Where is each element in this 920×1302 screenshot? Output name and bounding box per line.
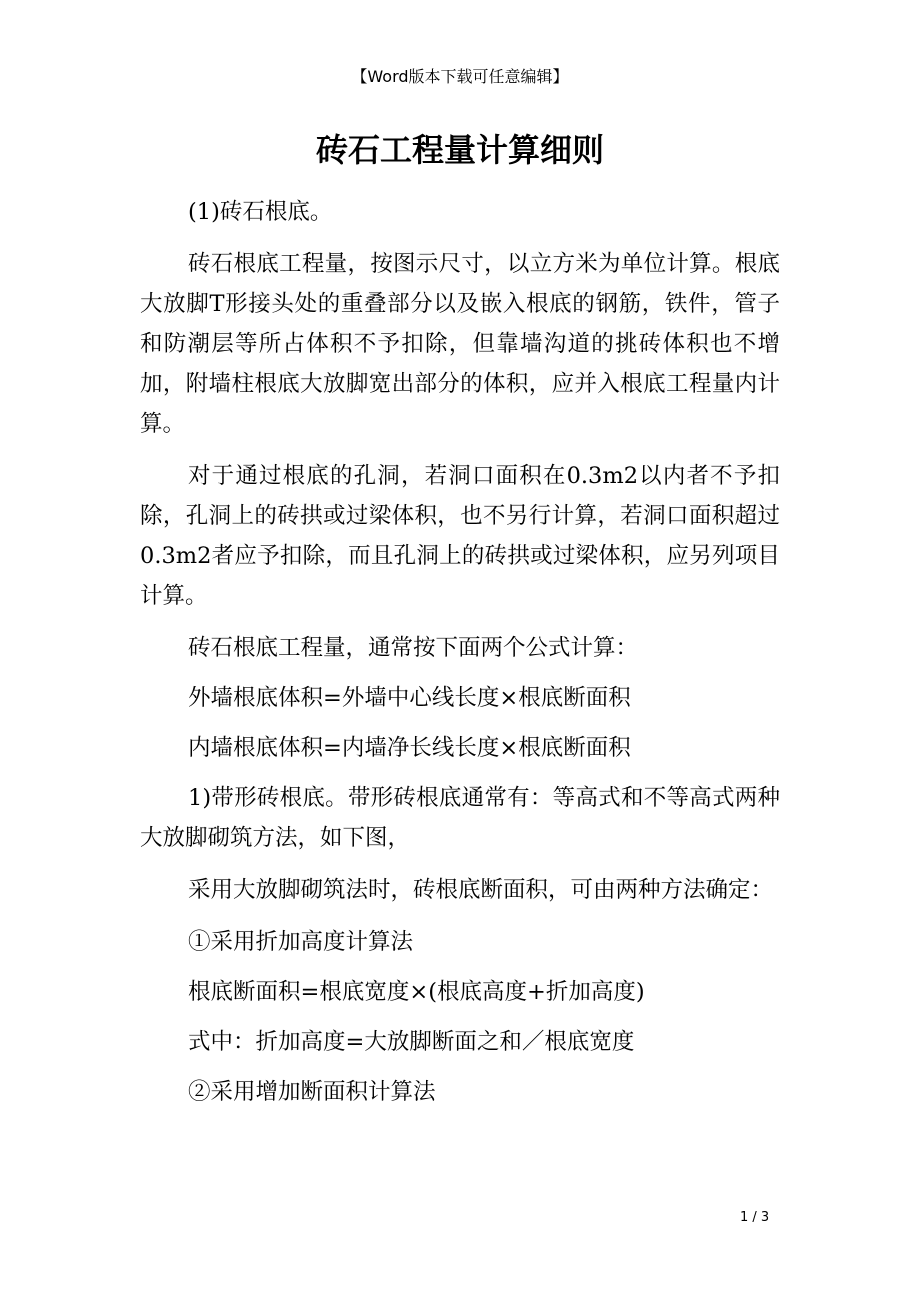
formula-inner-wall: 内墙根底体积=内墙净长线长度×根底断面积: [188, 735, 631, 761]
header-note: 【Word版本下载可任意编辑】: [351, 67, 569, 86]
formula-converted-height: 式中：折加高度=大放脚断面之和／根底宽度: [188, 1029, 635, 1055]
paragraph-openings-rules: 对于通过根底的孔洞，若洞口面积在0.3m2以内者不予扣除，孔洞上的砖拱或过梁体积，也不另行计算，若洞口面积超过0.3m2者应予扣除，而且孔洞上的砖拱或过梁体积，应另列项目计算。: [140, 463, 780, 609]
paragraph-quantity-rules: 砖石根底工程量，按图示尺寸，以立方米为单位计算。根底大放脚T形接头处的重叠部分以及嵌入根底的钢筋，铁件，管子和防潮层等所占体积不予扣除，但靠墙沟道的挑砖体积也不增加，附墙柱根底大放脚宽出部分的体积，应并入根底工程量内计算。: [140, 251, 780, 437]
paragraph-section-heading: (1)砖石根底。: [188, 199, 333, 225]
method-one-heading: ①采用折加高度计算法: [188, 929, 414, 955]
paragraph-formula-intro: 砖石根底工程量，通常按下面两个公式计算：: [188, 635, 639, 661]
method-two-heading: ②采用增加断面积计算法: [188, 1079, 436, 1105]
document-title: 砖石工程量计算细则: [315, 131, 604, 169]
formula-outer-wall: 外墙根底体积=外墙中心线长度×根底断面积: [188, 685, 631, 711]
document-body: [140, 192, 780, 1112]
page-number: 1 / 3: [740, 1210, 770, 1225]
formula-section-area: 根底断面积=根底宽度×(根底高度+折加高度): [188, 979, 645, 1005]
paragraph-section-area-methods: 采用大放脚砌筑法时，砖根底断面积，可由两种方法确定：: [188, 877, 774, 903]
paragraph-strip-foundation: 1)带形砖根底。带形砖根底通常有：等高式和不等高式两种大放脚砌筑方法，如下图，: [140, 785, 780, 851]
